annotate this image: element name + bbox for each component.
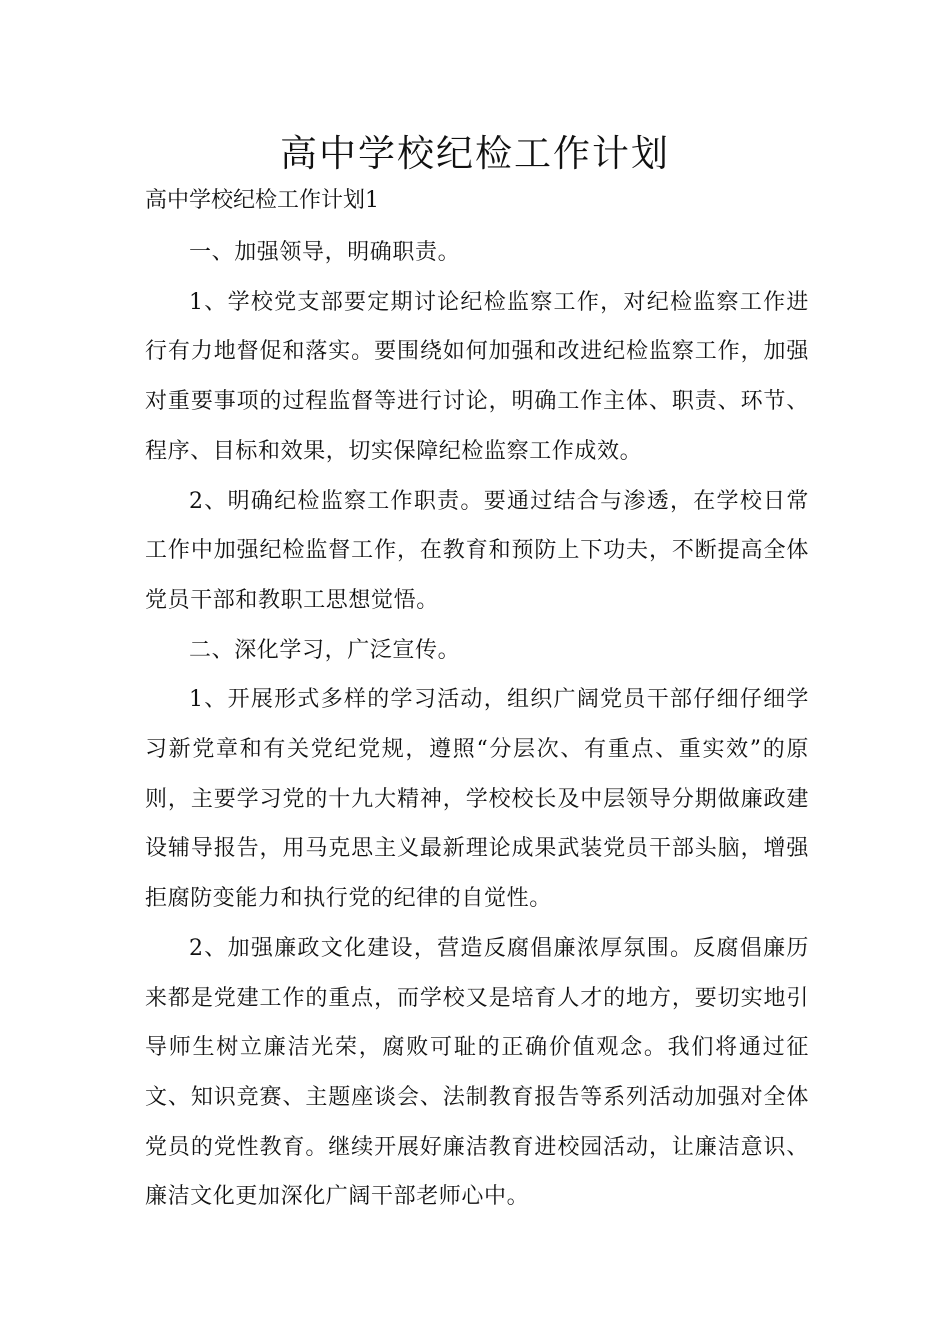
paragraph: 2、加强廉政文化建设，营造反腐倡廉浓厚氛围。反腐倡廉历来都是党建工作的重点，而学校又是培育人才的地方，要切实地引导师生树立廉洁光荣，腐败可耻的正确价值观念。我们将通过征文、知识竞赛、主题座谈会、法制教育报告等系列活动加强对全体党员的党性教育。继续开展好廉洁教育进校园活动，让廉洁意识、廉洁文化更加深化广阔干部老师心中。 (145, 935, 809, 1210)
paragraph: 1、开展形式多样的学习活动，组织广阔党员干部仔细仔细学习新党章和有关党纪党规，遵照“分层次、有重点、重实效”的原则，主要学习党的十九大精神，学校校长及中层领导分期做廉政建设辅导报告，用马克思主义最新理论成果武装党员干部头脑，增强拒腐防变能力和执行党的纪律的自觉性。 (145, 687, 809, 912)
paragraph: 1、学校党支部要定期讨论纪检监察工作，对纪检监察工作进行有力地督促和落实。要围绕如何加强和改进纪检监察工作，加强对重要事项的过程监督等进行讨论，明确工作主体、职责、环节、程序、目标和效果，切实保障纪检监察工作成效。 (145, 289, 809, 464)
section-heading-1: 一、加强领导，明确职责。 (189, 240, 461, 265)
document-title: 高中学校纪检工作计划 (280, 132, 670, 175)
document-body (145, 228, 809, 1222)
paragraph: 2、明确纪检监察工作职责。要通过结合与渗透，在学校日常工作中加强纪检监督工作，在教育和预防上下功夫，不断提高全体党员干部和教职工思想觉悟。 (145, 488, 809, 613)
document-subtitle: 高中学校纪检工作计划1 (145, 188, 379, 213)
section-heading-2: 二、深化学习，广泛宣传。 (189, 637, 461, 663)
